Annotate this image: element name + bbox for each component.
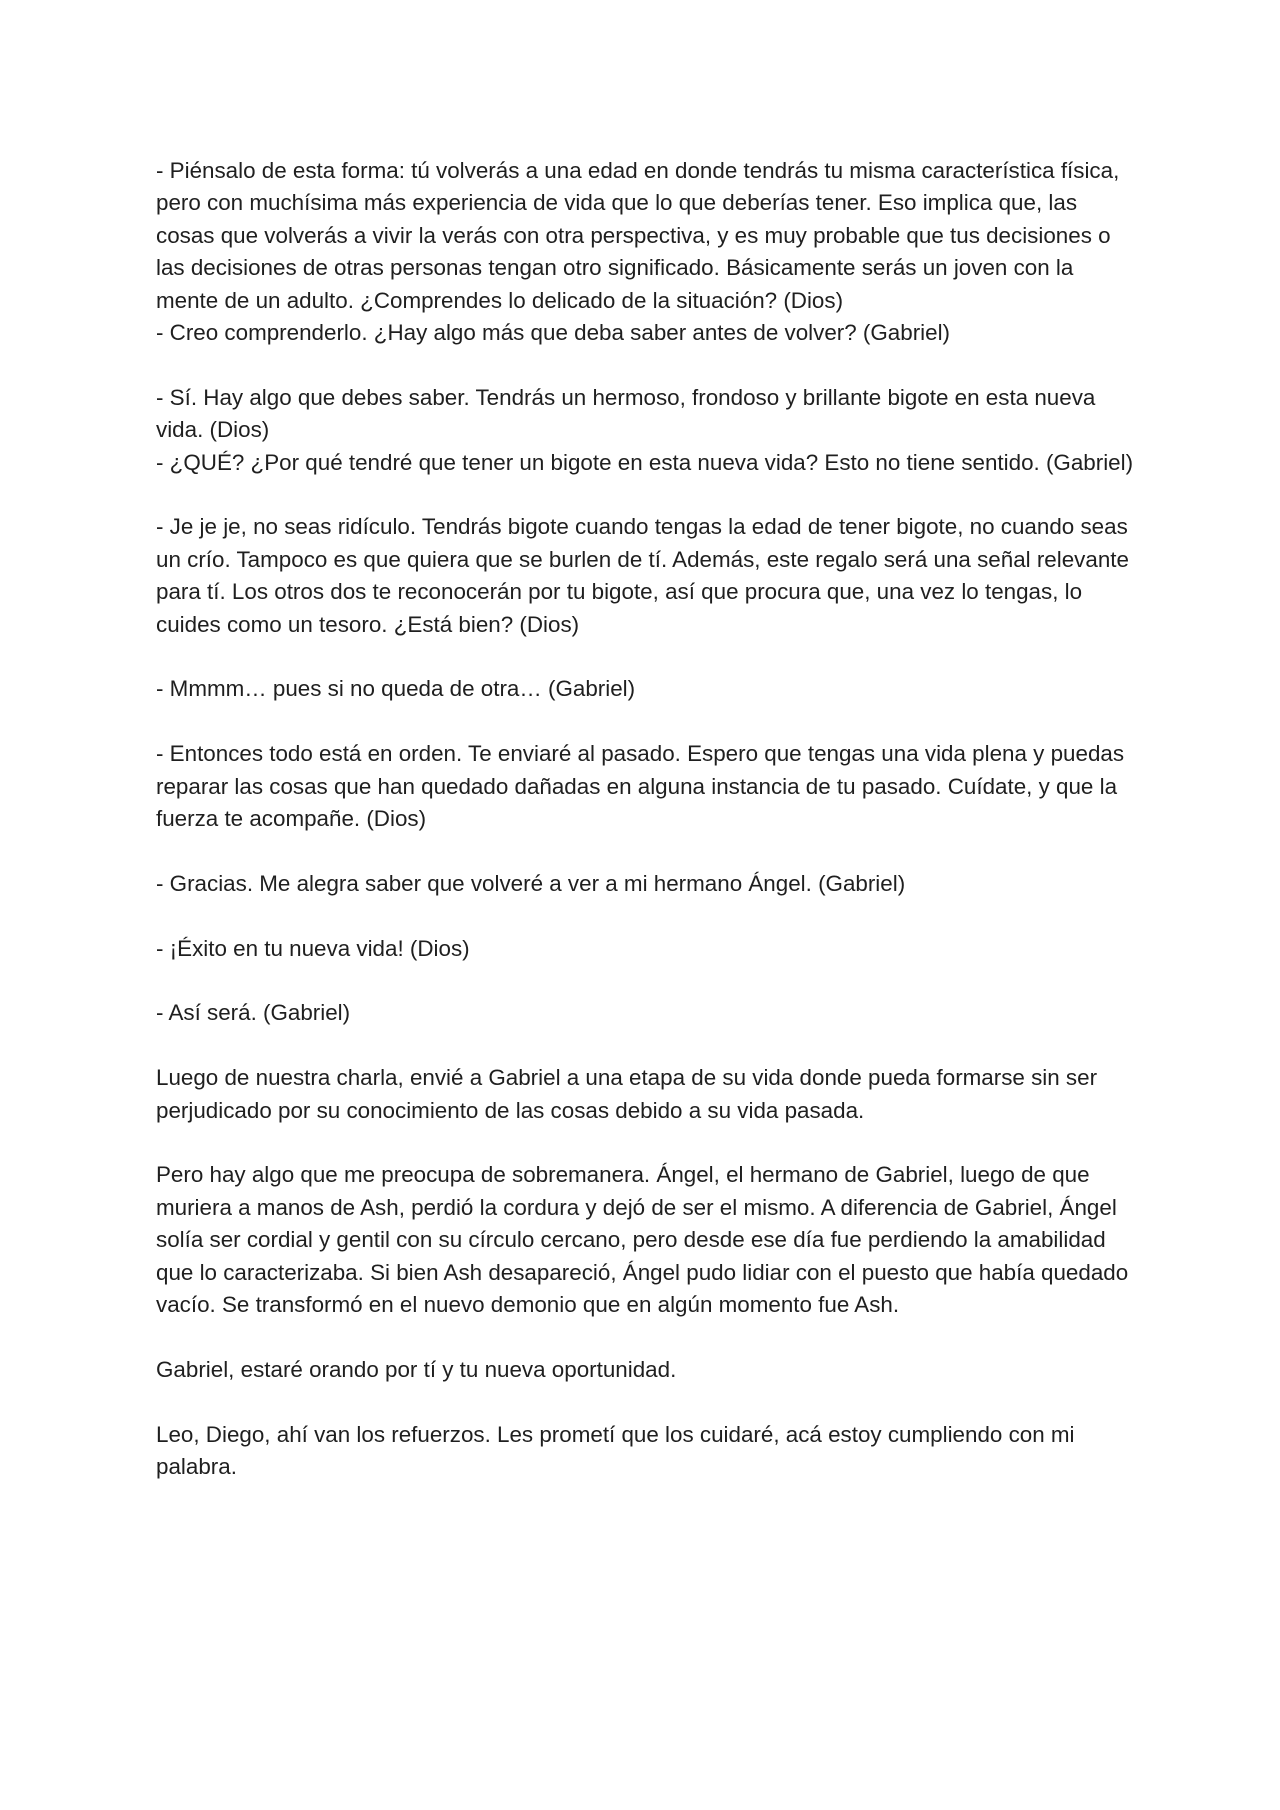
paragraph: - Piénsalo de esta forma: tú volverás a una edad en donde tendrás tu misma característica física, pero con muchísima más experiencia de vida que lo que deberías tener. Eso implica que, las cosas que volverás a vivir la verás con otra perspectiva, y es muy probable que tus decisiones o las decisiones de otras personas tengan otro significado. Básicamente serás un joven con la mente de un adulto. ¿Comprendes lo delicado de la situación? (Dios) — [156, 158, 1120, 313]
paragraph-spacer — [156, 641, 1141, 673]
paragraph: - ¿QUÉ? ¿Por qué tendré que tener un bigote en esta nueva vida? Esto no tiene sentido. (Gabriel) — [156, 449, 1134, 475]
paragraph: Luego de nuestra charla, envié a Gabriel a una etapa de su vida donde pueda formarse sin ser perjudicado por su conocimiento de las cosas debido a su vida pasada. — [156, 1065, 1098, 1123]
paragraph: - ¡Éxito en tu nueva vida! (Dios) — [156, 935, 470, 961]
paragraph-spacer — [156, 1030, 1141, 1062]
paragraph: - Creo comprenderlo. ¿Hay algo más que deba saber antes de volver? (Gabriel) — [156, 320, 951, 346]
paragraph: - Gracias. Me alegra saber que volveré a ver a mi hermano Ángel. (Gabriel) — [156, 870, 906, 896]
paragraph: Leo, Diego, ahí van los refuerzos. Les prometí que los cuidaré, acá estoy cumpliendo con mi palabra. — [156, 1421, 1075, 1480]
paragraph-spacer — [156, 835, 1141, 867]
paragraph-spacer — [156, 900, 1141, 932]
paragraph-spacer — [156, 706, 1141, 738]
paragraph: - Entonces todo está en orden. Te enviaré al pasado. Espero que tengas una vida plena y puedas reparar las cosas que han quedado dañadas en alguna instancia de tu pasado. Cuídate, y que la fuerza te acompañe. (Dios) — [156, 741, 1125, 832]
paragraph-spacer — [156, 1127, 1141, 1159]
document-body — [156, 155, 1141, 1483]
paragraph: - Sí. Hay algo que debes saber. Tendrás un hermoso, frondoso y brillante bigote en esta nueva vida. (Dios) — [156, 384, 1096, 443]
paragraph-spacer — [156, 349, 1141, 381]
paragraph: - Je je je, no seas ridículo. Tendrás bigote cuando tengas la edad de tener bigote, no cuando seas un crío. Tampoco es que quiera que se burlen de tí. Además, este regalo será una señal relevante para tí. Los otros dos te reconocerán por tu bigote, así que procura que, una vez lo tengas, lo cuides como un tesoro. ¿Está bien? (Dios) — [156, 514, 1129, 637]
paragraph: - Mmmm… pues si no queda de otra… (Gabriel) — [156, 676, 636, 702]
paragraph: - Así será. (Gabriel) — [156, 1000, 351, 1026]
paragraph-spacer — [156, 479, 1141, 511]
paragraph: Gabriel, estaré orando por tí y tu nueva oportunidad. — [156, 1356, 677, 1382]
paragraph-spacer — [156, 1321, 1141, 1353]
paragraph-spacer — [156, 1386, 1141, 1418]
paragraph: Pero hay algo que me preocupa de sobremanera. Ángel, el hermano de Gabriel, luego de que muriera a manos de Ash, perdió la cordura y dejó de ser el mismo. A diferencia de Gabriel, Ángel solía ser cordial y gentil con su círculo cercano, pero desde ese día fue perdiendo la amabilidad que lo caracterizaba. Si bien Ash desapareció, Ángel pudo lidiar con el puesto que había quedado vacío. Se transformó en el nuevo demonio que en algún momento fue Ash. — [156, 1162, 1129, 1318]
paragraph-spacer — [156, 965, 1141, 997]
